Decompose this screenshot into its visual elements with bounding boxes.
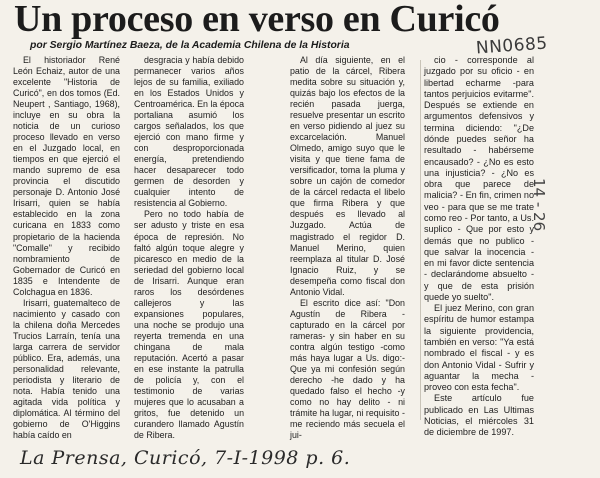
handwritten-source-note: La Prensa, Curicó, 7-I-1998 p. 6. <box>20 447 351 469</box>
paragraph: El escrito dice así: "Don Agustín de Ribera -capturado en la cárcel por rameras- y sin haber en su contra algún testigo -como más haya lugar a Us. digo:- Que ya mi confesión según derecho -he dado y ha quedado falso el hecho -y como no hay delito - ni trámite ha lugar, ni requisito - me reciendo más secuela el jui- <box>290 297 405 441</box>
handwritten-margin-note: 14 - 26 <box>530 178 548 232</box>
paragraph: El juez Merino, con gran espíritu de humor estampa la siguiente providencia, también en verso: "Ya está nombrado el fiscal - y es don Antonio Vidal - Sufrir y aguantar la mecha - proveo con esta fecha". <box>424 303 534 393</box>
archive-stamp: NN0685 <box>475 33 549 59</box>
paragraph: Al día siguiente, en el patio de la cárcel, Ribera medita sobre su situación y, quizás bajo los efectos de la recién pasada juerga, resuelve presentar un escrito en verso pidiendo al juez su excarcelación. Manuel Olmedo, amigo suyo que le visita y que tiene fama de versificador, toma la pluma y sobre un cajón de comedor de la cárcel redacta el libelo que firma Ribera y que después es llevado al Juzgado. Actúa de magistrado el regidor D. Manuel Merino, quien reemplaza al titular D. José Ignacio Ruiz, y se desempeña como fiscal don Antonio Vidal. <box>290 55 405 297</box>
paragraph: Este artículo fue publicado en Las Ultimas Noticias, el miércoles 31 de diciembre de 1997. <box>424 393 534 438</box>
paragraph: Irisarri, guatemalteco de nacimiento y casado con la chilena doña Mercedes Trucios Larraín, tenía una larga carrera de servidor público. Era, además, una personalidad relevante, periodista y literario de nota. Había tenido una agitada vida política y diplomática. Al término del gobierno de O'Higgins había caído en <box>13 297 120 441</box>
article-column-1 <box>13 55 120 441</box>
article-column-2 <box>134 55 244 441</box>
article-column-3 <box>290 55 405 441</box>
column-divider <box>420 60 421 420</box>
paragraph: Pero no todo había de ser adusto y triste en esa época de represión. No faltó algún toque alegre y picaresco en medio de la seriedad del gobierno local de Irisarri. Aunque eran raros los desórdenes callejeros y las expansiones populares, una noche se produjo una reyerta tremenda en una chingana de mala reputación. Acertó a pasar en ese instante la patrulla de policía y, con el testimonio de varias mujeres que lo acusaban a gritos, fue detenido un curandero llamado Agustín de Ribera. <box>134 209 244 441</box>
article-headline: Un proceso en verso en Curicó <box>14 0 500 40</box>
article-column-4 <box>424 55 534 439</box>
article-byline: por Sergio Martínez Baeza, de la Academia Chilena de la Historia <box>30 40 350 51</box>
paragraph: desgracia y había debido permanecer varios años lejos de su familia, exiliado en los Estados Unidos y Centroamérica. En la época portaliana asumió los cargos señalados, los que ejerció con mano firme y con desproporcionada energía, pretendiendo hacer desaparecer todo germen de desorden y cualquier intento de resistencia al Gobierno. <box>134 55 245 209</box>
paragraph: cio - corresponde al juzgado por su oficio - en libertad echarme -para tantos perjuicios evitarme". Después se extiende en argumentos defensivos y termina diciendo: "¿De dónde puedes señor ha resultado - habérseme encausado? - ¿No es esto una injusticia? - ¿No es obra que parece de malicia? - En fin, crimen no veo - para que se me trate como reo - Por tanto, a Us. suplico - Que por esto y demás que no publico - que salvar la inocencia - en mi favor dicte sentencia - declarándome absuelto - y que de esta prisión quede yo suelto". <box>424 55 534 302</box>
paragraph: El historiador René León Echaiz, autor de una excelente "Historia de Curicó", en dos tomos (Ed. Neupert , Santiago, 1968), incluye en su obra la noticia de un curioso proceso llevado en verso en el Juzgado local, en tiempos en que ejerció el mando supremo de esa provincia el discutido personaje D. Antonio José Irisarri, quien se había establecido en la zona curicana en 1833 como propietario de la hacienda "Comalle" y recibido nombramiento de Gobernador de Curicó en 1835 e Intendente de Colchagua en 1836. <box>13 55 120 297</box>
